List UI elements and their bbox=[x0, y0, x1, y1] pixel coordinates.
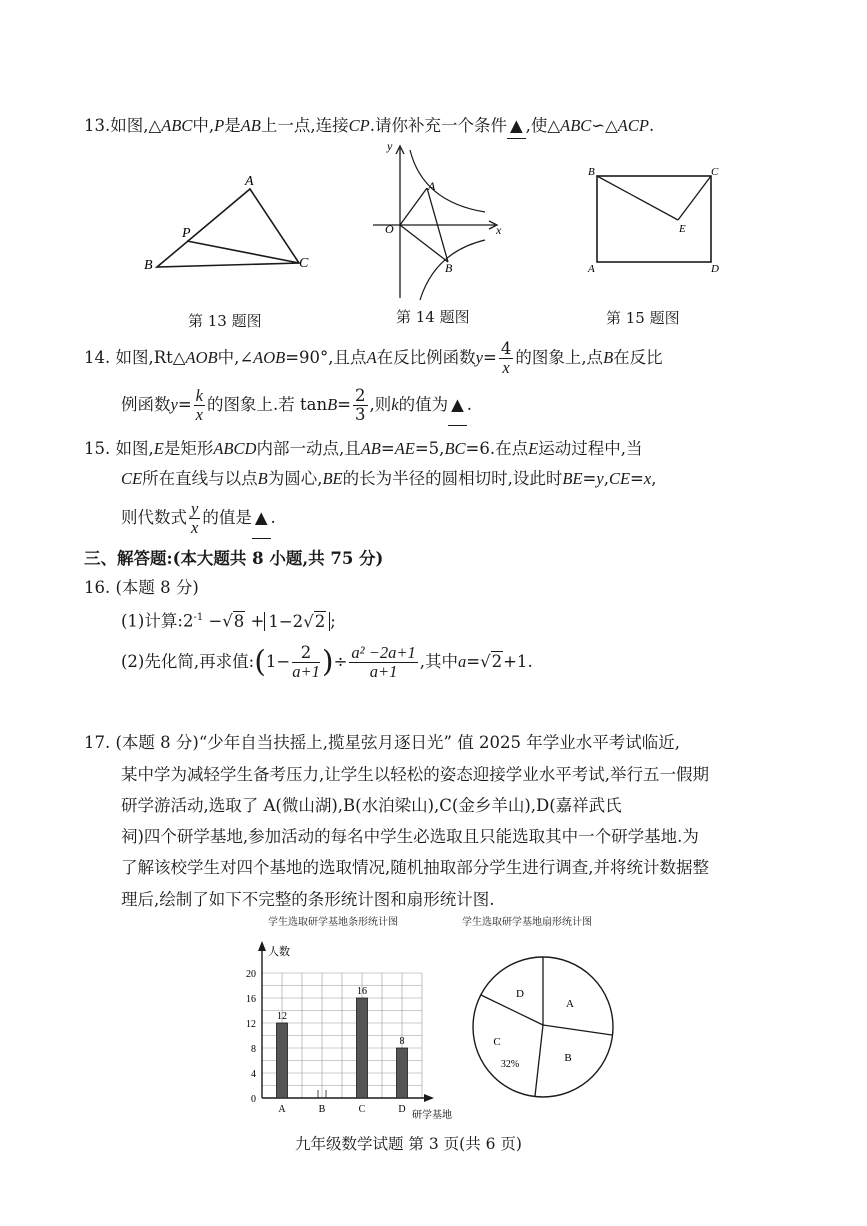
x-axis-label: 研学基地 bbox=[412, 1110, 452, 1121]
q15-line2: CE所在直线与以点B为圆心,BE的长为半径的圆相切时,设此时BE=y,CE=x, bbox=[121, 469, 657, 488]
label-d: D bbox=[711, 263, 719, 275]
figure-13-caption: 第 13 题图 bbox=[188, 312, 262, 330]
pie-chart-title: 学生选取研学基地扇形统计图 bbox=[462, 917, 592, 928]
answer-blank: ▲ bbox=[448, 385, 467, 426]
pie-label-A: A bbox=[566, 998, 574, 1010]
q13-text: 13.如图,△ABC中,P是AB上一点,连接CP.请你补充一个条件 ▲ ,使△ABC∽△ACP. bbox=[84, 114, 654, 139]
y-tick-label: 4 bbox=[251, 1069, 256, 1080]
bar-D bbox=[397, 1048, 408, 1098]
bar-A bbox=[277, 1023, 288, 1098]
label-b: B bbox=[144, 258, 153, 273]
x-tick-label: A bbox=[278, 1104, 286, 1115]
label-a: A bbox=[588, 263, 595, 275]
figure-15-caption: 第 15 题图 bbox=[606, 309, 680, 327]
axis-x-label: x bbox=[496, 223, 502, 237]
section-3-heading: 三、解答题:(本大题共 8 小题,共 75 分) bbox=[84, 549, 384, 568]
pie-slice-divider bbox=[481, 995, 543, 1025]
pie-chart bbox=[468, 952, 618, 1102]
q16-header: 16. (本题 8 分) bbox=[84, 578, 199, 597]
y-tick-label: 20 bbox=[246, 969, 256, 980]
y-axis-arrow bbox=[258, 941, 266, 951]
x-tick-label: C bbox=[358, 1104, 366, 1115]
x-tick-label: D bbox=[398, 1104, 406, 1115]
y-tick-label: 16 bbox=[246, 994, 256, 1005]
q14-line2: 例函数y= $\frac{k}{x}$ 的图象上.若 tanB= $\frac{2}{3}$ ,则k的值为 ▲ . bbox=[121, 386, 473, 424]
y-tick-label: 12 bbox=[246, 1019, 256, 1030]
bar-value-label: 8 bbox=[399, 1036, 405, 1047]
q16-part1: (1)计算$:2^{-1} -√8 + 1-2√2$ ; bbox=[121, 611, 336, 631]
label-a: A bbox=[245, 174, 254, 189]
q15-line3: 则代数式 $\frac{y}{x}$ 的值是 ▲ . bbox=[121, 499, 276, 537]
q17-line6: 理后,绘制了如下不完整的条形统计图和扇形统计图. bbox=[121, 890, 495, 909]
q17-line3: 研学游活动,选取了 A(微山湖),B(水泊梁山),C(金乡羊山),D(嘉祥武氏 bbox=[121, 796, 622, 815]
label-o: O bbox=[385, 222, 394, 236]
bar-value-label: 16 bbox=[357, 986, 367, 997]
x-axis-arrow bbox=[424, 1094, 434, 1102]
y-axis-label: 人数 bbox=[268, 946, 290, 958]
label-p: P bbox=[182, 226, 191, 241]
pie-slice-divider bbox=[543, 1025, 612, 1035]
y-tick-label: 0 bbox=[251, 1094, 256, 1105]
y-tick-label: 8 bbox=[251, 1044, 256, 1055]
bar-value-label: 12 bbox=[277, 1011, 287, 1022]
bar-C bbox=[357, 998, 368, 1098]
page-footer: 九年级数学试题 第 3 页(共 6 页) bbox=[295, 1135, 522, 1153]
pie-label-C: C bbox=[493, 1036, 501, 1048]
figure-13 bbox=[135, 165, 325, 285]
label-c: C bbox=[711, 166, 719, 178]
figure-15 bbox=[585, 162, 735, 277]
x-tick-label: B bbox=[318, 1104, 326, 1115]
bar-chart-title: 学生选取研学基地条形统计图 bbox=[268, 917, 398, 928]
figure-14-caption: 第 14 题图 bbox=[396, 308, 470, 326]
label-b: B bbox=[588, 166, 595, 178]
label-b: B bbox=[445, 261, 453, 275]
q16-part2: (2)先化简,再求值:(1− $\frac{2}{a+1}$ )÷ $\frac{\text{a² −2a+1}}{a+1}$ ,其中a=√2+1. bbox=[121, 643, 533, 681]
q17-line1: 17. (本题 8 分)“少年自当扶摇上,揽星弦月逐日光” 值 2025 年学业水平考试临近, bbox=[84, 733, 680, 752]
figure-14 bbox=[365, 140, 515, 305]
answer-blank: ▲ bbox=[507, 114, 526, 139]
q14-line1: 14. 如图,Rt△AOB中,∠AOB=90°,且点A在反比例函数y= $\frac{4}{x}$ 的图象上,点B在反比 bbox=[84, 339, 663, 377]
label-c: C bbox=[299, 256, 309, 271]
label-e: E bbox=[679, 223, 686, 235]
q17-line2: 某中学为减轻学生备考压力,让学生以轻松的姿态迎接学业水平考试,举行五一假期 bbox=[121, 765, 709, 784]
q15-line1: 15. 如图,E是矩形ABCD内部一动点,且AB=AE=5,BC=6.在点E运动过程中,当 bbox=[84, 439, 643, 458]
bar-chart bbox=[238, 935, 468, 1125]
q17-line5: 了解该校学生对四个基地的选取情况,随机抽取部分学生进行调查,并将统计数据整 bbox=[121, 858, 709, 877]
pie-annotation-c: 32% bbox=[500, 1059, 520, 1070]
pie-slice-divider bbox=[535, 1025, 543, 1096]
label-a: A bbox=[428, 179, 436, 193]
axis-y-label: y bbox=[387, 140, 393, 153]
answer-blank: ▲ bbox=[252, 498, 271, 539]
q17-line4: 祠)四个研学基地,参加活动的每名中学生必选取且只能选取其中一个研学基地.为 bbox=[121, 827, 699, 846]
pie-label-D: D bbox=[516, 988, 524, 1000]
pie-label-B: B bbox=[564, 1052, 572, 1064]
